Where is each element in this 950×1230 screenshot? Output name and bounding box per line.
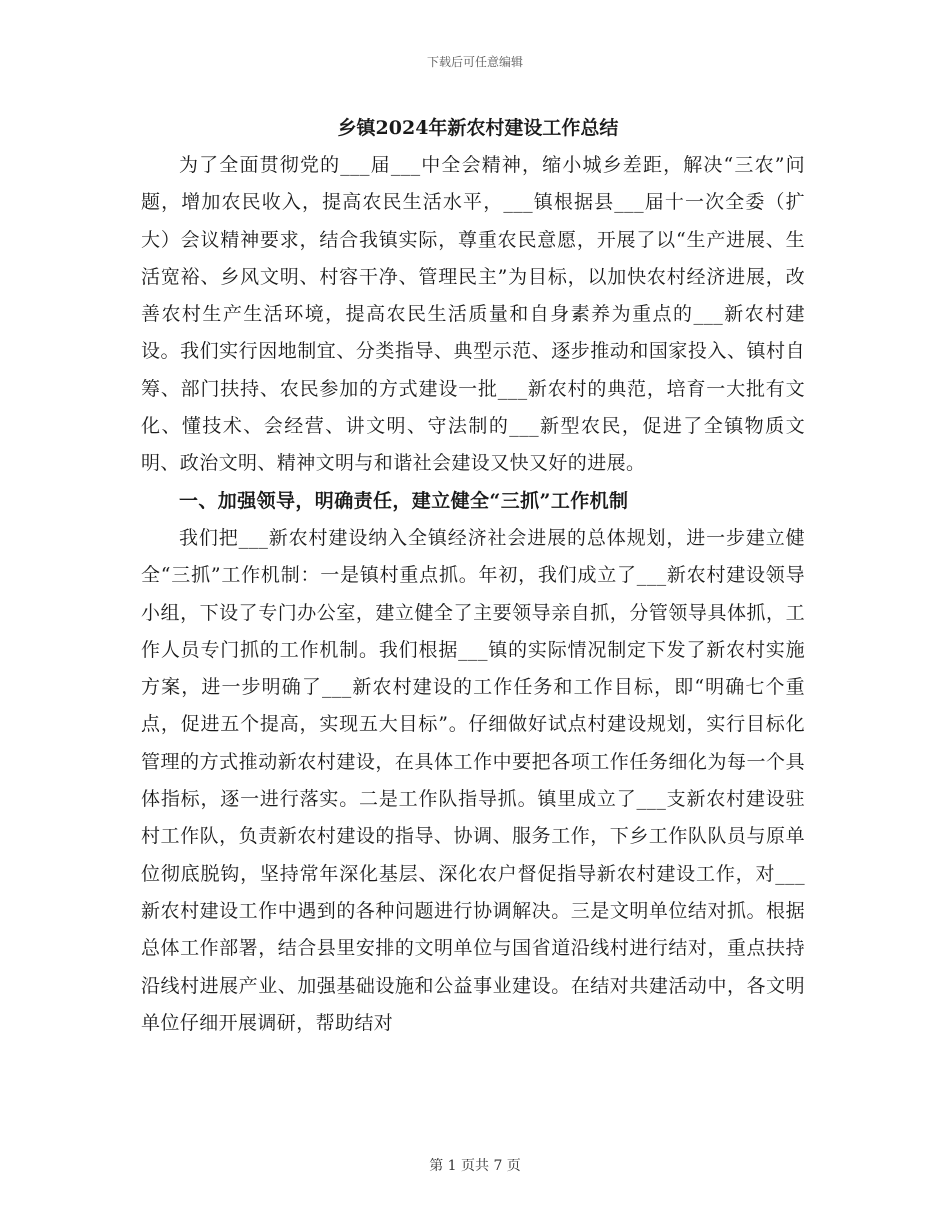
document-body [141,110,805,1042]
section-1-paragraph: 我们把___新农村建设纳入全镇经济社会进展的总体规划，进一步建立健全“三抓”工作机制：一是镇村重点抓。年初，我们成立了___新农村建设领导小组，下设了专门办公室，建立健全了主要领导亲自抓，分管领导具体抓，工作人员专门抓的工作机制。我们根据___镇的实际情况制定下发了新农村实施方案，进一步明确了___新农村建设的工作任务和工作目标，即“明确七个重点，促进五个提高，实现五大目标”。仔细做好试点村建设规划，实行目标化管理的方式推动新农村建设，在具体工作中要把各项工作任务细化为每一个具体指标，逐一进行落实。二是工作队指导抓。镇里成立了___支新农村建设驻村工作队，负责新农村建设的指导、协调、服务工作，下乡工作队队员与原单位彻底脱钩，坚持常年深化基层、深化农户督促指导新农村建设工作，对___新农村建设工作中遇到的各种问题进行协调解决。三是文明单位结对抓。根据总体工作部署，结合县里安排的文明单位与国省道沿线村进行结对，重点扶持沿线村进展产业、加强基础设施和公益事业建设。在结对共建活动中，各文明单位仔细开展调研，帮助结对 [141,526,805,1034]
section-1-heading: 一、加强领导，明确责任，建立健全“三抓”工作机制 [179,489,629,512]
document-title: 乡镇2024年新农村建设工作总结 [337,117,619,139]
page-number-footer: 第 1 页共 7 页 [429,1158,521,1174]
page-header-note: 下载后可任意编辑 [426,55,523,69]
intro-paragraph: 为了全面贯彻党的___届___中全会精神，缩小城乡差距，解决“三农”问题，增加农民收入，提高农民生活水平，___镇根据县___届十一次全委（扩大）会议精神要求，结合我镇实际，尊重农民意愿，开展了以“生产进展、生活宽裕、乡风文明、村容干净、管理民主”为目标，以加快农村经济进展，改善农村生产生活环境，提高农民生活质量和自身素养为重点的___新农村建设。我们实行因地制宜、分类指导、典型示范、逐步推动和国家投入、镇村自筹、部门扶持、农民参加的方式建设一批___新农村的典范，培育一大批有文化、懂技术、会经营、讲文明、守法制的___新型农民，促进了全镇物质文明、政治文明、精神文明与和谐社会建设又快又好的进展。 [141,154,805,475]
